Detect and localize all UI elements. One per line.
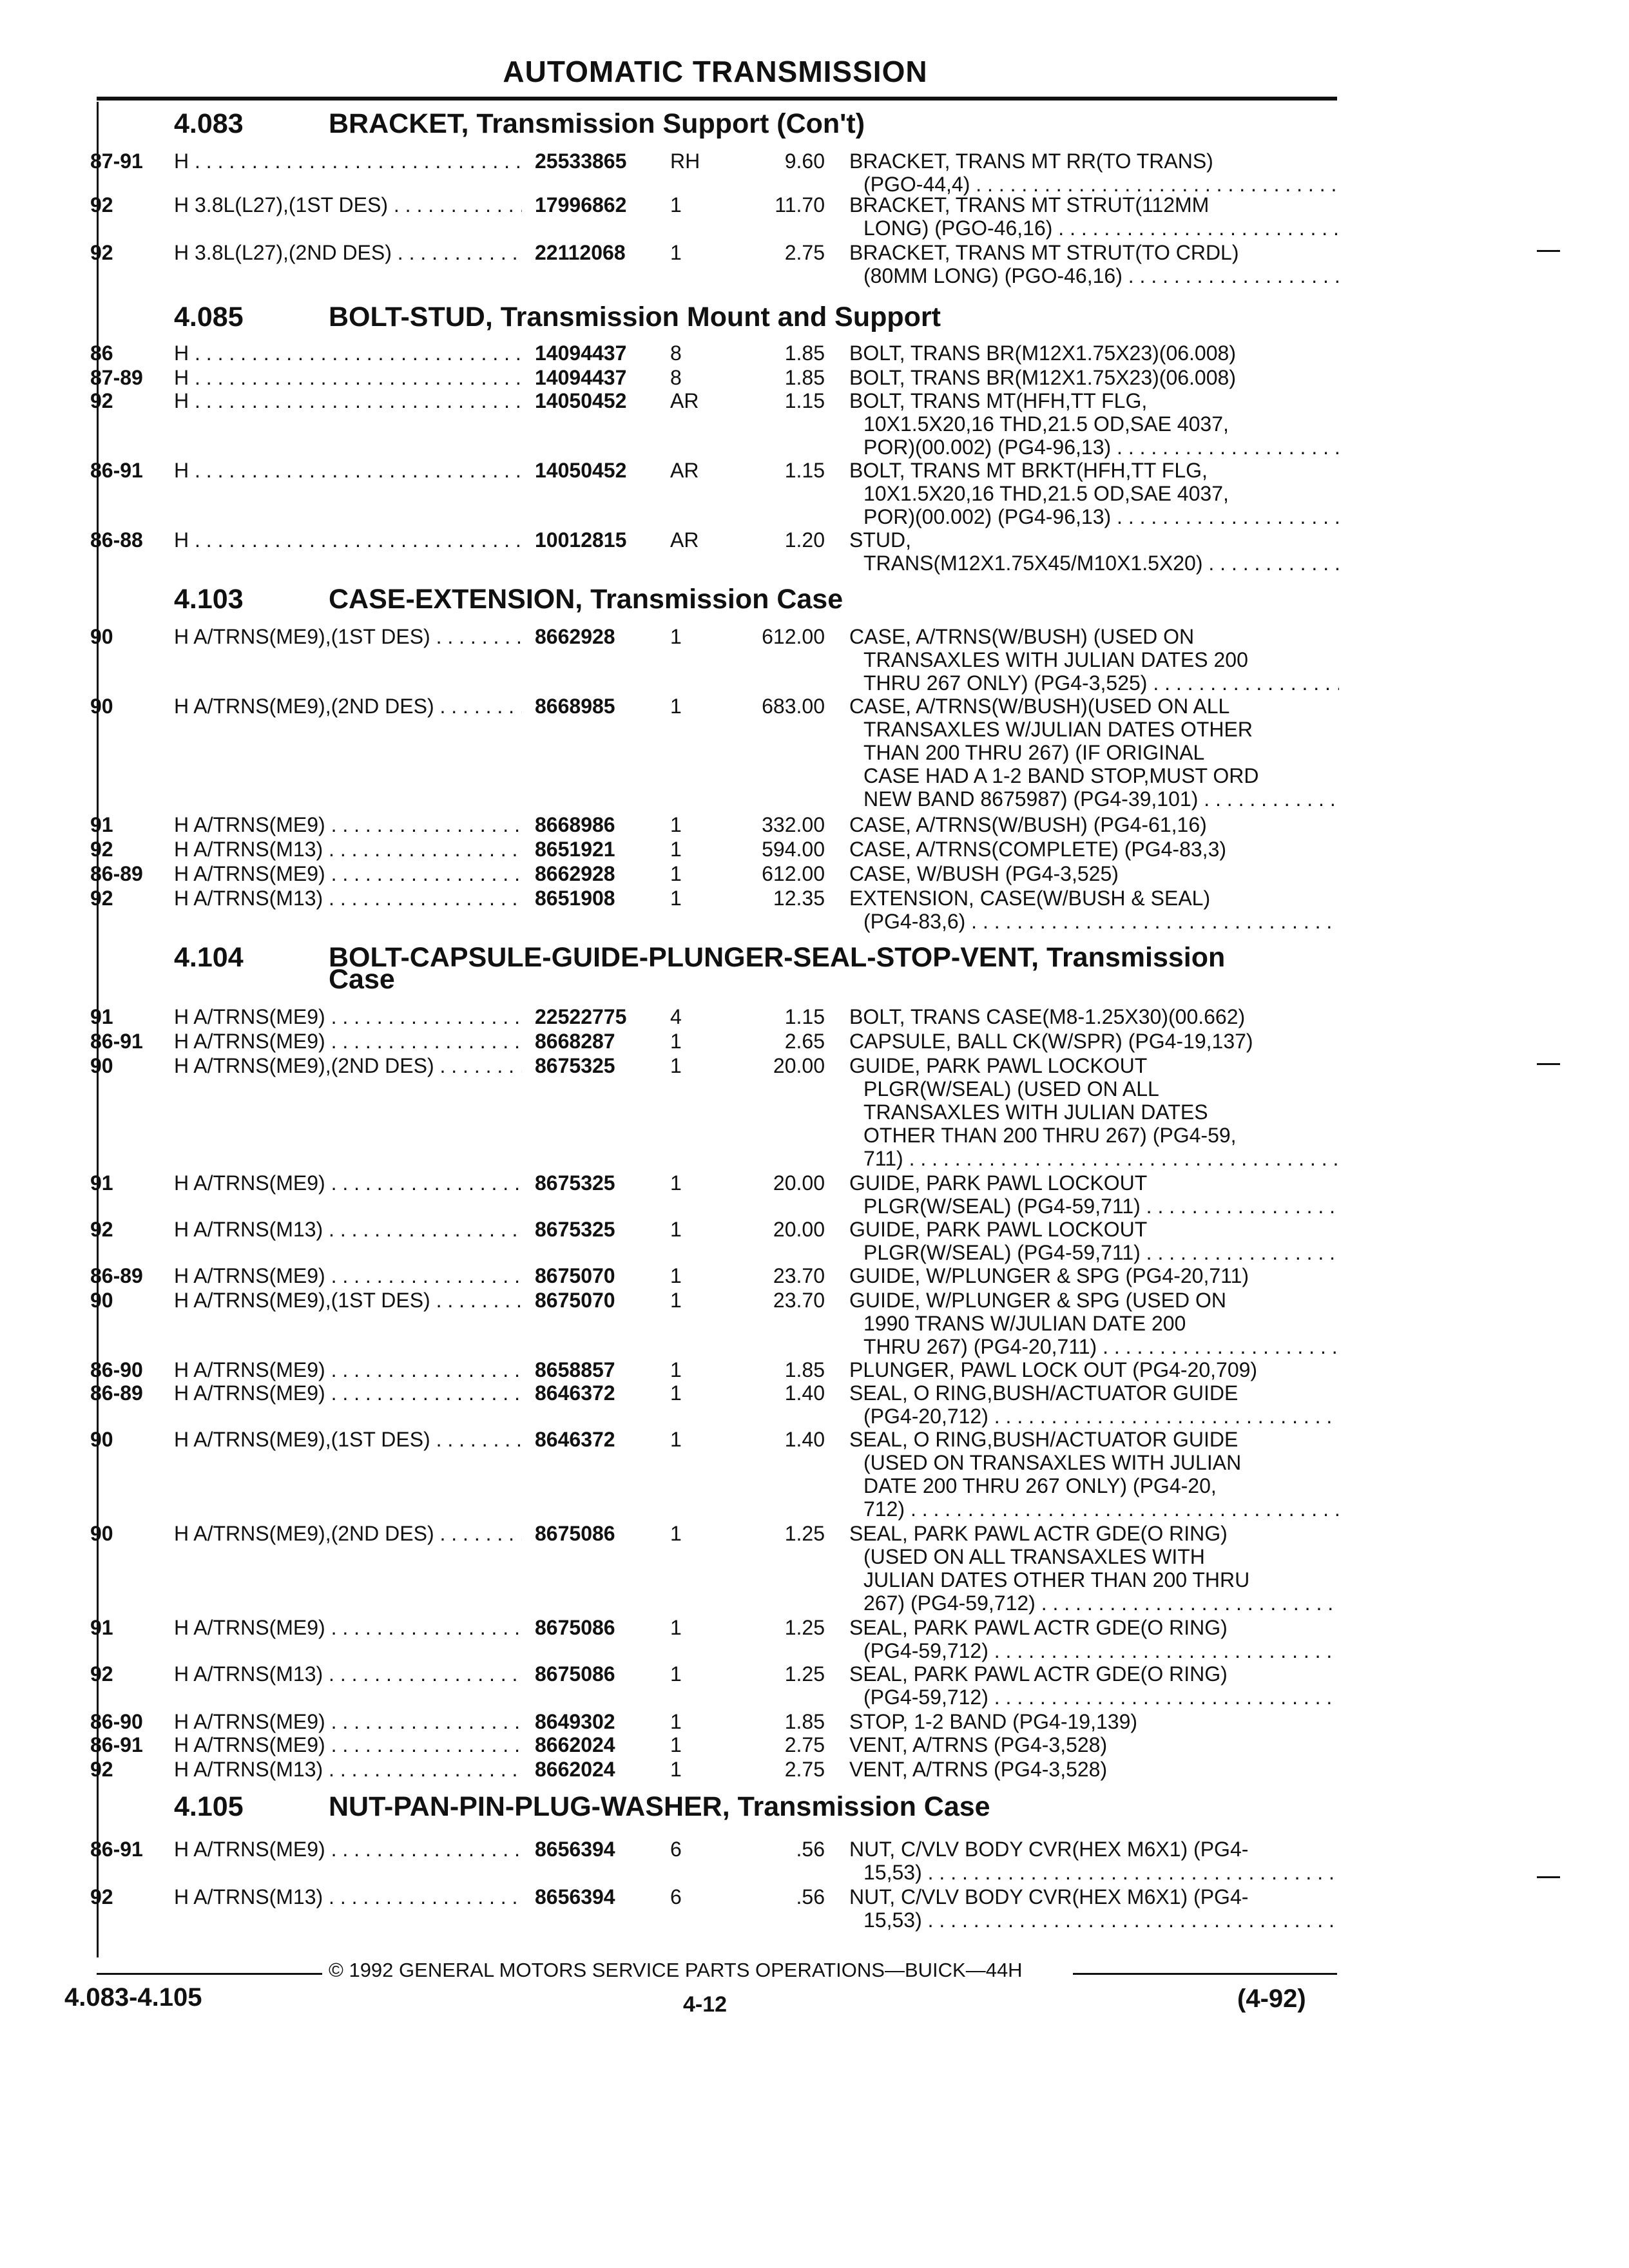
application: H A/TRNS(ME9) . . . [174,1733,522,1756]
description-line: THRU 267) (PG4-20,711) . . . [849,1335,1339,1358]
price: 1.25 [784,1522,825,1545]
quantity: 1 [670,241,682,264]
quantity: 1 [670,1758,682,1781]
model-years: 86-91 [90,1030,143,1053]
section-title: NUT-PAN-PIN-PLUG-WASHER, Transmission Case [329,1791,990,1822]
description-line: SEAL, O RING,BUSH/ACTUATOR GUIDE [849,1381,1239,1405]
description-line: BRACKET, TRANS MT STRUT(TO CRDL) [849,241,1239,264]
quantity: 1 [670,813,682,836]
model-years: 86-89 [90,862,143,885]
model-years: 92 [90,1885,113,1908]
application: H A/TRNS(M13) . . . [174,838,522,861]
section-number: 4.105 [174,1791,244,1822]
description [849,389,1339,459]
part-number: 8651908 [535,887,615,910]
price: 1.85 [784,366,825,389]
part-number: 22522775 [535,1005,627,1028]
price: 2.75 [784,241,825,264]
section-number: 4.083 [174,108,244,139]
quantity: 1 [670,838,682,861]
application: H A/TRNS(ME9) . . . [174,813,522,836]
price: 594.00 [762,838,825,861]
application: H A/TRNS(ME9),(1ST DES) . . . [174,1428,522,1451]
description-line: NUT, C/VLV BODY CVR(HEX M6X1) (PG4- [849,1885,1249,1908]
part-number: 8651921 [535,838,615,861]
model-years: 90 [90,1522,113,1545]
price: .56 [796,1838,825,1861]
section-title: BOLT-CAPSULE-GUIDE-PLUNGER-SEAL-STOP-VENT, Transmission [329,942,1226,973]
description-line: DATE 200 THRU 267 ONLY) (PG4-20, [863,1474,1217,1497]
price: 1.85 [784,1358,825,1381]
price: 23.70 [773,1289,825,1312]
page-title: AUTOMATIC TRANSMISSION [503,55,928,88]
price: 1.15 [784,389,825,412]
part-number: 14050452 [535,389,627,412]
model-years: 86-89 [90,1264,143,1287]
quantity: 1 [670,1522,682,1545]
description-line: BRACKET, TRANS MT STRUT(112MM [849,193,1210,216]
model-years: 92 [90,1662,113,1686]
description-line: (PG4-59,712) . . . [849,1686,1339,1709]
model-years: 90 [90,695,113,718]
application: H A/TRNS(ME9) . . . [174,1616,522,1639]
description [849,838,1339,861]
model-years: 86-90 [90,1710,143,1733]
price: 332.00 [762,813,825,836]
quantity: 1 [670,1054,682,1077]
application: H A/TRNS(ME9) . . . [174,1381,522,1405]
description [849,1030,1339,1053]
part-number: 8656394 [535,1838,615,1861]
part-number: 14094437 [535,366,627,389]
application: H A/TRNS(ME9) . . . [174,1171,522,1195]
application: H . . . [174,528,522,552]
part-number: 8646372 [535,1381,615,1405]
application: H A/TRNS(M13) . . . [174,1662,522,1686]
description [849,1885,1339,1932]
description-line: PLGR(W/SEAL) (PG4-59,711) . . . [849,1241,1339,1264]
description [849,625,1339,695]
part-number: 8675070 [535,1289,615,1312]
quantity: 1 [670,862,682,885]
description-line: GUIDE, PARK PAWL LOCKOUT [849,1054,1148,1077]
description-line: BOLT, TRANS MT BRKT(HFH,TT FLG, [849,459,1208,482]
description [849,1264,1339,1287]
description-line: (USED ON TRANSAXLES WITH JULIAN [863,1451,1242,1474]
application: H A/TRNS(ME9) . . . [174,1030,522,1053]
description-line: 15,53) . . . [849,1861,1339,1884]
description-line: SEAL, O RING,BUSH/ACTUATOR GUIDE [849,1428,1239,1451]
price: 612.00 [762,625,825,648]
price: 1.15 [784,1005,825,1028]
application: H . . . [174,341,522,365]
model-years: 92 [90,887,113,910]
price: 20.00 [773,1054,825,1077]
description-line: BRACKET, TRANS MT RR(TO TRANS) [849,149,1213,173]
model-years: 87-89 [90,366,143,389]
description-line: CASE HAD A 1-2 BAND STOP,MUST ORD [863,764,1259,787]
application: H A/TRNS(ME9) . . . [174,1005,522,1028]
price: 11.70 [775,193,825,216]
description [849,1289,1339,1358]
description [849,1662,1339,1709]
price: 2.65 [784,1030,825,1053]
description [849,695,1339,811]
quantity: 1 [670,1710,682,1733]
description-line: PLGR(W/SEAL) (PG4-59,711) . . . [849,1195,1339,1218]
application: H A/TRNS(M13) . . . [174,1758,522,1781]
price: 2.75 [784,1758,825,1781]
quantity: 1 [670,1428,682,1451]
application: H A/TRNS(ME9),(2ND DES) . . . [174,1054,522,1077]
margin-mark [1537,1876,1560,1878]
part-number: 8668986 [535,813,615,836]
price: 612.00 [762,862,825,885]
price: 20.00 [773,1171,825,1195]
description [849,1838,1339,1884]
description [849,1522,1339,1615]
application: H A/TRNS(ME9) . . . [174,1264,522,1287]
description-line: (80MM LONG) (PGO-46,16) . . . [849,264,1339,287]
price: 1.20 [784,528,825,552]
description-line: CASE, A/TRNS(COMPLETE) (PG4-83,3) [849,838,1227,861]
price: 1.40 [784,1428,825,1451]
part-number: 17996862 [535,193,627,216]
application: H A/TRNS(ME9),(1ST DES) . . . [174,625,522,648]
description [849,149,1339,196]
model-years: 86 [90,341,113,365]
part-number: 8675086 [535,1616,615,1639]
application: H A/TRNS(M13) . . . [174,1885,522,1908]
part-number: 8675086 [535,1522,615,1545]
description-line: 1990 TRANS W/JULIAN DATE 200 [863,1312,1186,1335]
quantity: 6 [670,1885,682,1908]
quantity: 1 [670,1358,682,1381]
description-line: GUIDE, W/PLUNGER & SPG (PG4-20,711) [849,1264,1249,1287]
part-number: 8658857 [535,1358,615,1381]
model-years: 91 [90,1616,113,1639]
description-line: EXTENSION, CASE(W/BUSH & SEAL) [849,887,1211,910]
model-years: 92 [90,193,113,216]
description-line: VENT, A/TRNS (PG4-3,528) [849,1733,1108,1756]
description-line: CASE, A/TRNS(W/BUSH) (PG4-61,16) [849,813,1207,836]
footer-rule-left [97,1973,322,1975]
description [849,241,1339,287]
description-line: LONG) (PGO-46,16) . . . [849,216,1339,240]
description [849,813,1339,836]
description [849,1710,1339,1733]
description-line: VENT, A/TRNS (PG4-3,528) [849,1758,1108,1781]
description-line: JULIAN DATES OTHER THAN 200 THRU [863,1568,1250,1591]
part-number: 8675070 [535,1264,615,1287]
model-years: 90 [90,1289,113,1312]
price: 20.00 [773,1218,825,1241]
part-number: 8649302 [535,1710,615,1733]
price: 2.75 [784,1733,825,1756]
application: H A/TRNS(ME9),(2ND DES) . . . [174,695,522,718]
part-number: 14094437 [535,341,627,365]
description-line: POR)(00.002) (PG4-96,13) . . . [849,505,1339,528]
section-number: 4.104 [174,942,244,973]
model-years: 92 [90,838,113,861]
part-number: 8662024 [535,1733,615,1756]
quantity: 8 [670,366,682,389]
quantity: 1 [670,1381,682,1405]
section-number: 4.103 [174,584,244,615]
application: H . . . [174,389,522,412]
part-number: 10012815 [535,528,627,552]
application: H . . . [174,459,522,482]
model-years: 87-91 [90,149,143,173]
description-line: TRANSAXLES WITH JULIAN DATES 200 [863,648,1248,671]
model-years: 86-91 [90,1838,143,1861]
application: H A/TRNS(ME9) . . . [174,1358,522,1381]
description-line: BOLT, TRANS MT(HFH,TT FLG, [849,389,1148,412]
description-line: NEW BAND 8675987) (PG4-39,101) . . . [849,787,1339,811]
description-line: 15,53) . . . [849,1908,1339,1932]
model-years: 86-91 [90,459,143,482]
model-years: 86-89 [90,1381,143,1405]
description [849,1171,1339,1218]
description-line: 267) (PG4-59,712) . . . [849,1591,1339,1615]
part-number: 8662928 [535,862,615,885]
part-number: 8662024 [535,1758,615,1781]
footer-revision-date: (4-92) [1237,1984,1306,2013]
model-years: 91 [90,1171,113,1195]
price: 683.00 [762,695,825,718]
description-line: CAPSULE, BALL CK(W/SPR) (PG4-19,137) [849,1030,1253,1053]
description [849,1616,1339,1662]
description-line: (PGO-44,4) . . . [849,173,1339,196]
model-years: 91 [90,813,113,836]
description-line: OTHER THAN 200 THRU 267) (PG4-59, [863,1124,1237,1147]
part-number: 25533865 [535,149,627,173]
quantity: 1 [670,887,682,910]
price: 1.25 [784,1662,825,1686]
part-number: 8675325 [535,1171,615,1195]
description-line: TRANSAXLES WITH JULIAN DATES [863,1100,1208,1124]
model-years: 86-90 [90,1358,143,1381]
description-line: CASE, A/TRNS(W/BUSH)(USED ON ALL [849,695,1230,718]
application: H A/TRNS(ME9) . . . [174,1710,522,1733]
description [849,1005,1339,1028]
description-line: (PG4-20,712) . . . [849,1405,1339,1428]
application: H A/TRNS(M13) . . . [174,1218,522,1241]
application: H A/TRNS(ME9) . . . [174,1838,522,1861]
description [849,1358,1339,1381]
application: H A/TRNS(M13) . . . [174,887,522,910]
quantity: 6 [670,1838,682,1861]
description-line: (PG4-59,712) . . . [849,1639,1339,1662]
quantity: 8 [670,341,682,365]
description [849,1733,1339,1756]
description-line: 711) . . . [849,1147,1339,1170]
description-line: TRANSAXLES W/JULIAN DATES OTHER [863,718,1253,741]
quantity: 1 [670,1662,682,1686]
description [849,1218,1339,1264]
description-line: CASE, A/TRNS(W/BUSH) (USED ON [849,625,1195,648]
model-years: 90 [90,625,113,648]
description-line: TRANS(M12X1.75X45/M10X1.5X20) . . . [849,552,1339,575]
part-number: 8646372 [535,1428,615,1451]
part-number: 14050452 [535,459,627,482]
description [849,459,1339,528]
quantity: AR [670,459,699,482]
description-line: GUIDE, PARK PAWL LOCKOUT [849,1218,1148,1241]
quantity: 1 [670,1171,682,1195]
part-number: 8668287 [535,1030,615,1053]
description-line: BOLT, TRANS BR(M12X1.75X23)(06.008) [849,366,1236,389]
header-rule [97,97,1337,101]
description-line: BOLT, TRANS CASE(M8-1.25X30)(00.662) [849,1005,1246,1028]
description-line: SEAL, PARK PAWL ACTR GDE(O RING) [849,1662,1228,1686]
part-number: 8675325 [535,1054,615,1077]
footer-rule-right [1073,1973,1337,1975]
part-number: 8675086 [535,1662,615,1686]
model-years: 90 [90,1428,113,1451]
model-years: 92 [90,389,113,412]
description-line: SEAL, PARK PAWL ACTR GDE(O RING) [849,1616,1228,1639]
application: H 3.8L(L27),(2ND DES) . . . [174,241,522,264]
part-number: 8668985 [535,695,615,718]
model-years: 92 [90,1758,113,1781]
description [849,1758,1339,1781]
description [849,1428,1339,1521]
price: 12.35 [773,887,825,910]
part-number: 22112068 [535,241,626,264]
price: 1.40 [784,1381,825,1405]
description [849,887,1339,933]
application: H A/TRNS(ME9) . . . [174,862,522,885]
description-line: GUIDE, PARK PAWL LOCKOUT [849,1171,1148,1195]
price: 9.60 [784,149,825,173]
price: 23.70 [773,1264,825,1287]
price: 1.85 [784,1710,825,1733]
description [849,341,1339,365]
quantity: 1 [670,625,682,648]
description-line: STOP, 1-2 BAND (PG4-19,139) [849,1710,1138,1733]
section-number: 4.085 [174,302,244,332]
model-years: 91 [90,1005,113,1028]
description-line: GUIDE, W/PLUNGER & SPG (USED ON [849,1289,1226,1312]
price: .56 [796,1885,825,1908]
margin-mark [1537,250,1560,252]
quantity: 1 [670,193,682,216]
model-years: 86-91 [90,1733,143,1756]
description [849,193,1339,240]
quantity: 1 [670,1616,682,1639]
model-years: 90 [90,1054,113,1077]
description-line: SEAL, PARK PAWL ACTR GDE(O RING) [849,1522,1228,1545]
model-years: 92 [90,1218,113,1241]
part-number: 8656394 [535,1885,615,1908]
footer-section-range: 4.083-4.105 [64,1983,202,2012]
section-title: CASE-EXTENSION, Transmission Case [329,584,843,615]
description-line: (USED ON ALL TRANSAXLES WITH [863,1545,1205,1568]
description [849,1054,1339,1170]
footer-page-number: 4-12 [683,1992,728,2017]
application: H A/TRNS(ME9),(1ST DES) . . . [174,1289,522,1312]
quantity: 1 [670,1264,682,1287]
description-line: PLUNGER, PAWL LOCK OUT (PG4-20,709) [849,1358,1258,1381]
quantity: AR [670,528,699,552]
application: H . . . [174,149,522,173]
description-line: 10X1.5X20,16 THD,21.5 OD,SAE 4037, [863,482,1229,505]
description [849,1381,1339,1428]
footer-copyright: © 1992 GENERAL MOTORS SERVICE PARTS OPERATIONS—BUICK—44H [329,1959,1023,1981]
quantity: 1 [670,1733,682,1756]
description [849,366,1339,389]
quantity: 1 [670,1218,682,1241]
description-line: THRU 267 ONLY) (PG4-3,525) . . . [849,671,1339,695]
margin-mark [1537,1063,1560,1065]
quantity: RH [670,149,700,173]
price: 1.15 [784,459,825,482]
quantity: 4 [670,1005,682,1028]
quantity: AR [670,389,699,412]
description [849,528,1339,575]
part-number: 8675325 [535,1218,615,1241]
quantity: 1 [670,1289,682,1312]
description-line: THAN 200 THRU 267) (IF ORIGINAL [863,741,1205,764]
description-line: PLGR(W/SEAL) (USED ON ALL [863,1077,1159,1100]
application: H 3.8L(L27),(1ST DES) . . . [174,193,522,216]
description-line: 712) . . . [849,1497,1339,1521]
section-title: BOLT-STUD, Transmission Mount and Support [329,302,941,332]
description-line: (PG4-83,6) . . . [849,910,1339,933]
description-line: STUD, [849,528,911,552]
price: 1.25 [784,1616,825,1639]
price: 1.85 [784,341,825,365]
description-line: POR)(00.002) (PG4-96,13) . . . [849,436,1339,459]
part-number: 8662928 [535,625,615,648]
application: H . . . [174,366,522,389]
section-title-continued: Case [329,964,395,995]
description-line: 10X1.5X20,16 THD,21.5 OD,SAE 4037, [863,412,1229,436]
application: H A/TRNS(ME9),(2ND DES) . . . [174,1522,522,1545]
model-years: 86-88 [90,528,143,552]
description-line: CASE, W/BUSH (PG4-3,525) [849,862,1119,885]
description [849,862,1339,885]
model-years: 92 [90,241,113,264]
description-line: BOLT, TRANS BR(M12X1.75X23)(06.008) [849,341,1236,365]
section-title: BRACKET, Transmission Support (Con't) [329,108,865,139]
quantity: 1 [670,695,682,718]
description-line: NUT, C/VLV BODY CVR(HEX M6X1) (PG4- [849,1838,1249,1861]
quantity: 1 [670,1030,682,1053]
